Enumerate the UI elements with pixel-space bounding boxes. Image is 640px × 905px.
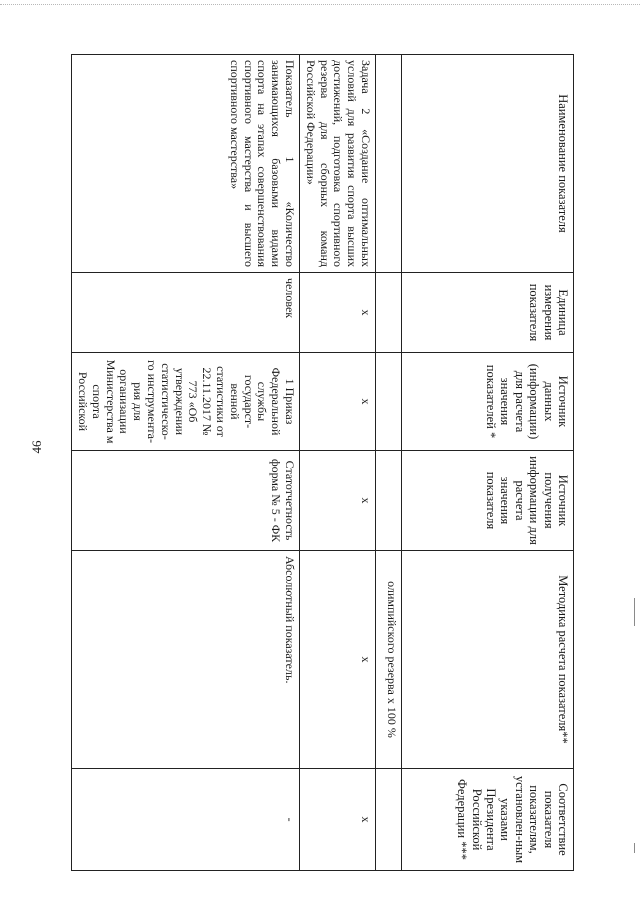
task-source-info: х bbox=[300, 451, 376, 551]
task-row bbox=[300, 55, 376, 871]
indicator-method: Абсолютный показатель. bbox=[72, 551, 300, 769]
continuation-row bbox=[376, 55, 402, 871]
header-source-info: Источник получения информации для расчета значения показателя bbox=[402, 451, 574, 551]
indicators-table bbox=[71, 54, 574, 871]
task-method: х bbox=[300, 551, 376, 769]
indicator-source-info: Статотчетность форма № 5 - ФК bbox=[72, 451, 300, 551]
method-continuation-text: олимпийского резерва х 100 % bbox=[376, 551, 402, 769]
header-row bbox=[402, 55, 574, 871]
scan-artifact-line bbox=[0, 4, 640, 5]
task-name: Задача 2 «Создание оптимальных условий для развития спорта высших достижений, подготовка спортивного резерва для сборных команд Российской Федерации» bbox=[300, 55, 376, 273]
task-source-data: х bbox=[300, 353, 376, 451]
page-number: 46 bbox=[29, 440, 44, 454]
header-indicator-name: Наименование показателя bbox=[402, 55, 574, 273]
header-source-data: Источник данных (информации) для расчета значения показателей * bbox=[402, 353, 574, 451]
header-compliance: Соответствие показателя показателям, установлен-ным указами Президента Российской Федерации *** bbox=[402, 769, 574, 871]
indicator-name: Показатель 1 «Количество занимающихся базовыми видами спорта на этапах совершенствования спортивного мастерства и высшего спортивного мастерства» bbox=[72, 55, 300, 273]
indicator-source-data: 1 Приказ Федеральной службы государст-венной статистики от 22.11.2017 № 773 «Об утверждении статистическо-го инструмента-рия для организации Министерства м спорта Российской bbox=[72, 353, 300, 451]
header-unit: Единица измерения показателя bbox=[402, 273, 574, 353]
indicator-row bbox=[72, 55, 300, 871]
scan-edge-mark bbox=[634, 843, 635, 853]
indicator-unit: человек bbox=[72, 273, 300, 353]
rotated-table-container bbox=[76, 54, 574, 870]
scan-edge-mark bbox=[634, 598, 635, 626]
indicator-compliance: - bbox=[72, 769, 300, 871]
task-compliance: х bbox=[300, 769, 376, 871]
header-method: Методика расчета показателя** bbox=[402, 551, 574, 769]
task-unit: х bbox=[300, 273, 376, 353]
